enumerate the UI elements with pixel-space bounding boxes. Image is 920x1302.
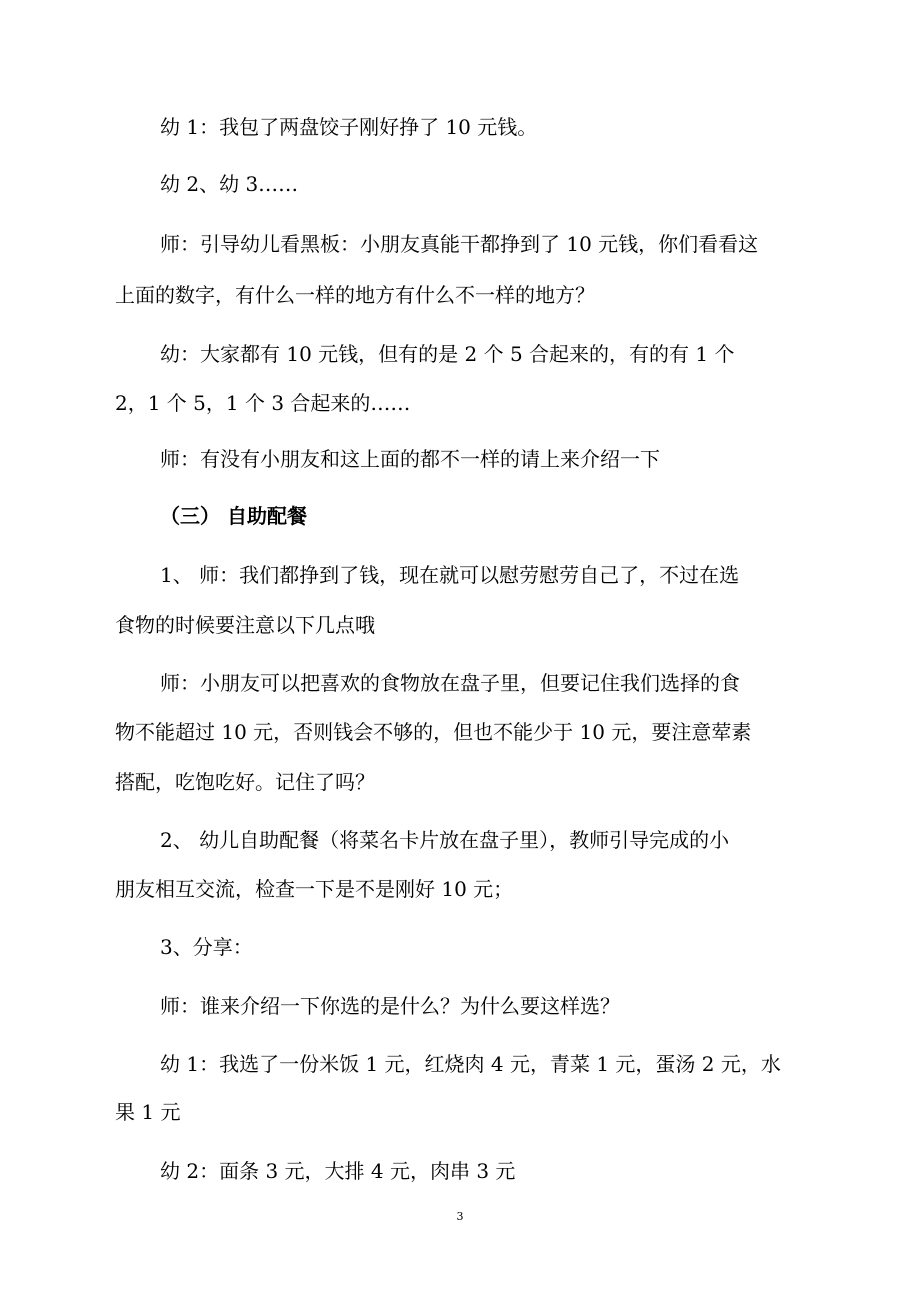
text-line: 上面的数字，有什么一样的地方有什么不一样的地方？ [115,283,595,307]
text-line: 师：有没有小朋友和这上面的都不一样的请上来介绍一下 [160,447,660,471]
text-line: 1、 师：我们都挣到了钱，现在就可以慰劳慰劳自己了，不过在选 [160,563,740,587]
text-line: 幼 1：我包了两盘饺子刚好挣了 10 元钱。 [160,115,538,139]
text-line: 果 1 元 [115,1100,181,1124]
text-line: 师：小朋友可以把喜欢的食物放在盘子里，但要记住我们选择的食 [160,671,740,695]
text-line: 幼 2、幼 3…… [160,172,299,196]
text-line: 3、分享： [160,935,253,959]
text-line: 幼：大家都有 10 元钱，但有的是 2 个 5 合起来的，有的有 1 个 [160,342,735,366]
text-line: 师：引导幼儿看黑板：小朋友真能干都挣到了 10 元钱，你们看看这 [160,232,759,256]
text-line: 物不能超过 10 元，否则钱会不够的，但也不能少于 10 元，要注意荤素 [115,720,752,744]
text-line: 幼 2：面条 3 元，大排 4 元，肉串 3 元 [160,1159,516,1183]
text-line: 2，1 个 5，1 个 3 合起来的…… [115,391,411,415]
text-line: 朋友相互交流，检查一下是不是刚好 10 元； [115,877,514,901]
text-line: 食物的时候要注意以下几点哦 [115,613,375,637]
page-number: 3 [456,1210,464,1223]
text-line: 师：谁来介绍一下你选的是什么？为什么要这样选？ [160,994,620,1018]
text-line: 搭配，吃饱吃好。记住了吗？ [115,770,375,794]
section-heading: （三） 自助配餐 [160,504,307,528]
text-line: 幼 1：我选了一份米饭 1 元，红烧肉 4 元，青菜 1 元，蛋汤 2 元，水 [160,1052,781,1076]
text-line: 2、 幼儿自助配餐（将菜名卡片放在盘子里），教师引导完成的小 [160,828,730,852]
